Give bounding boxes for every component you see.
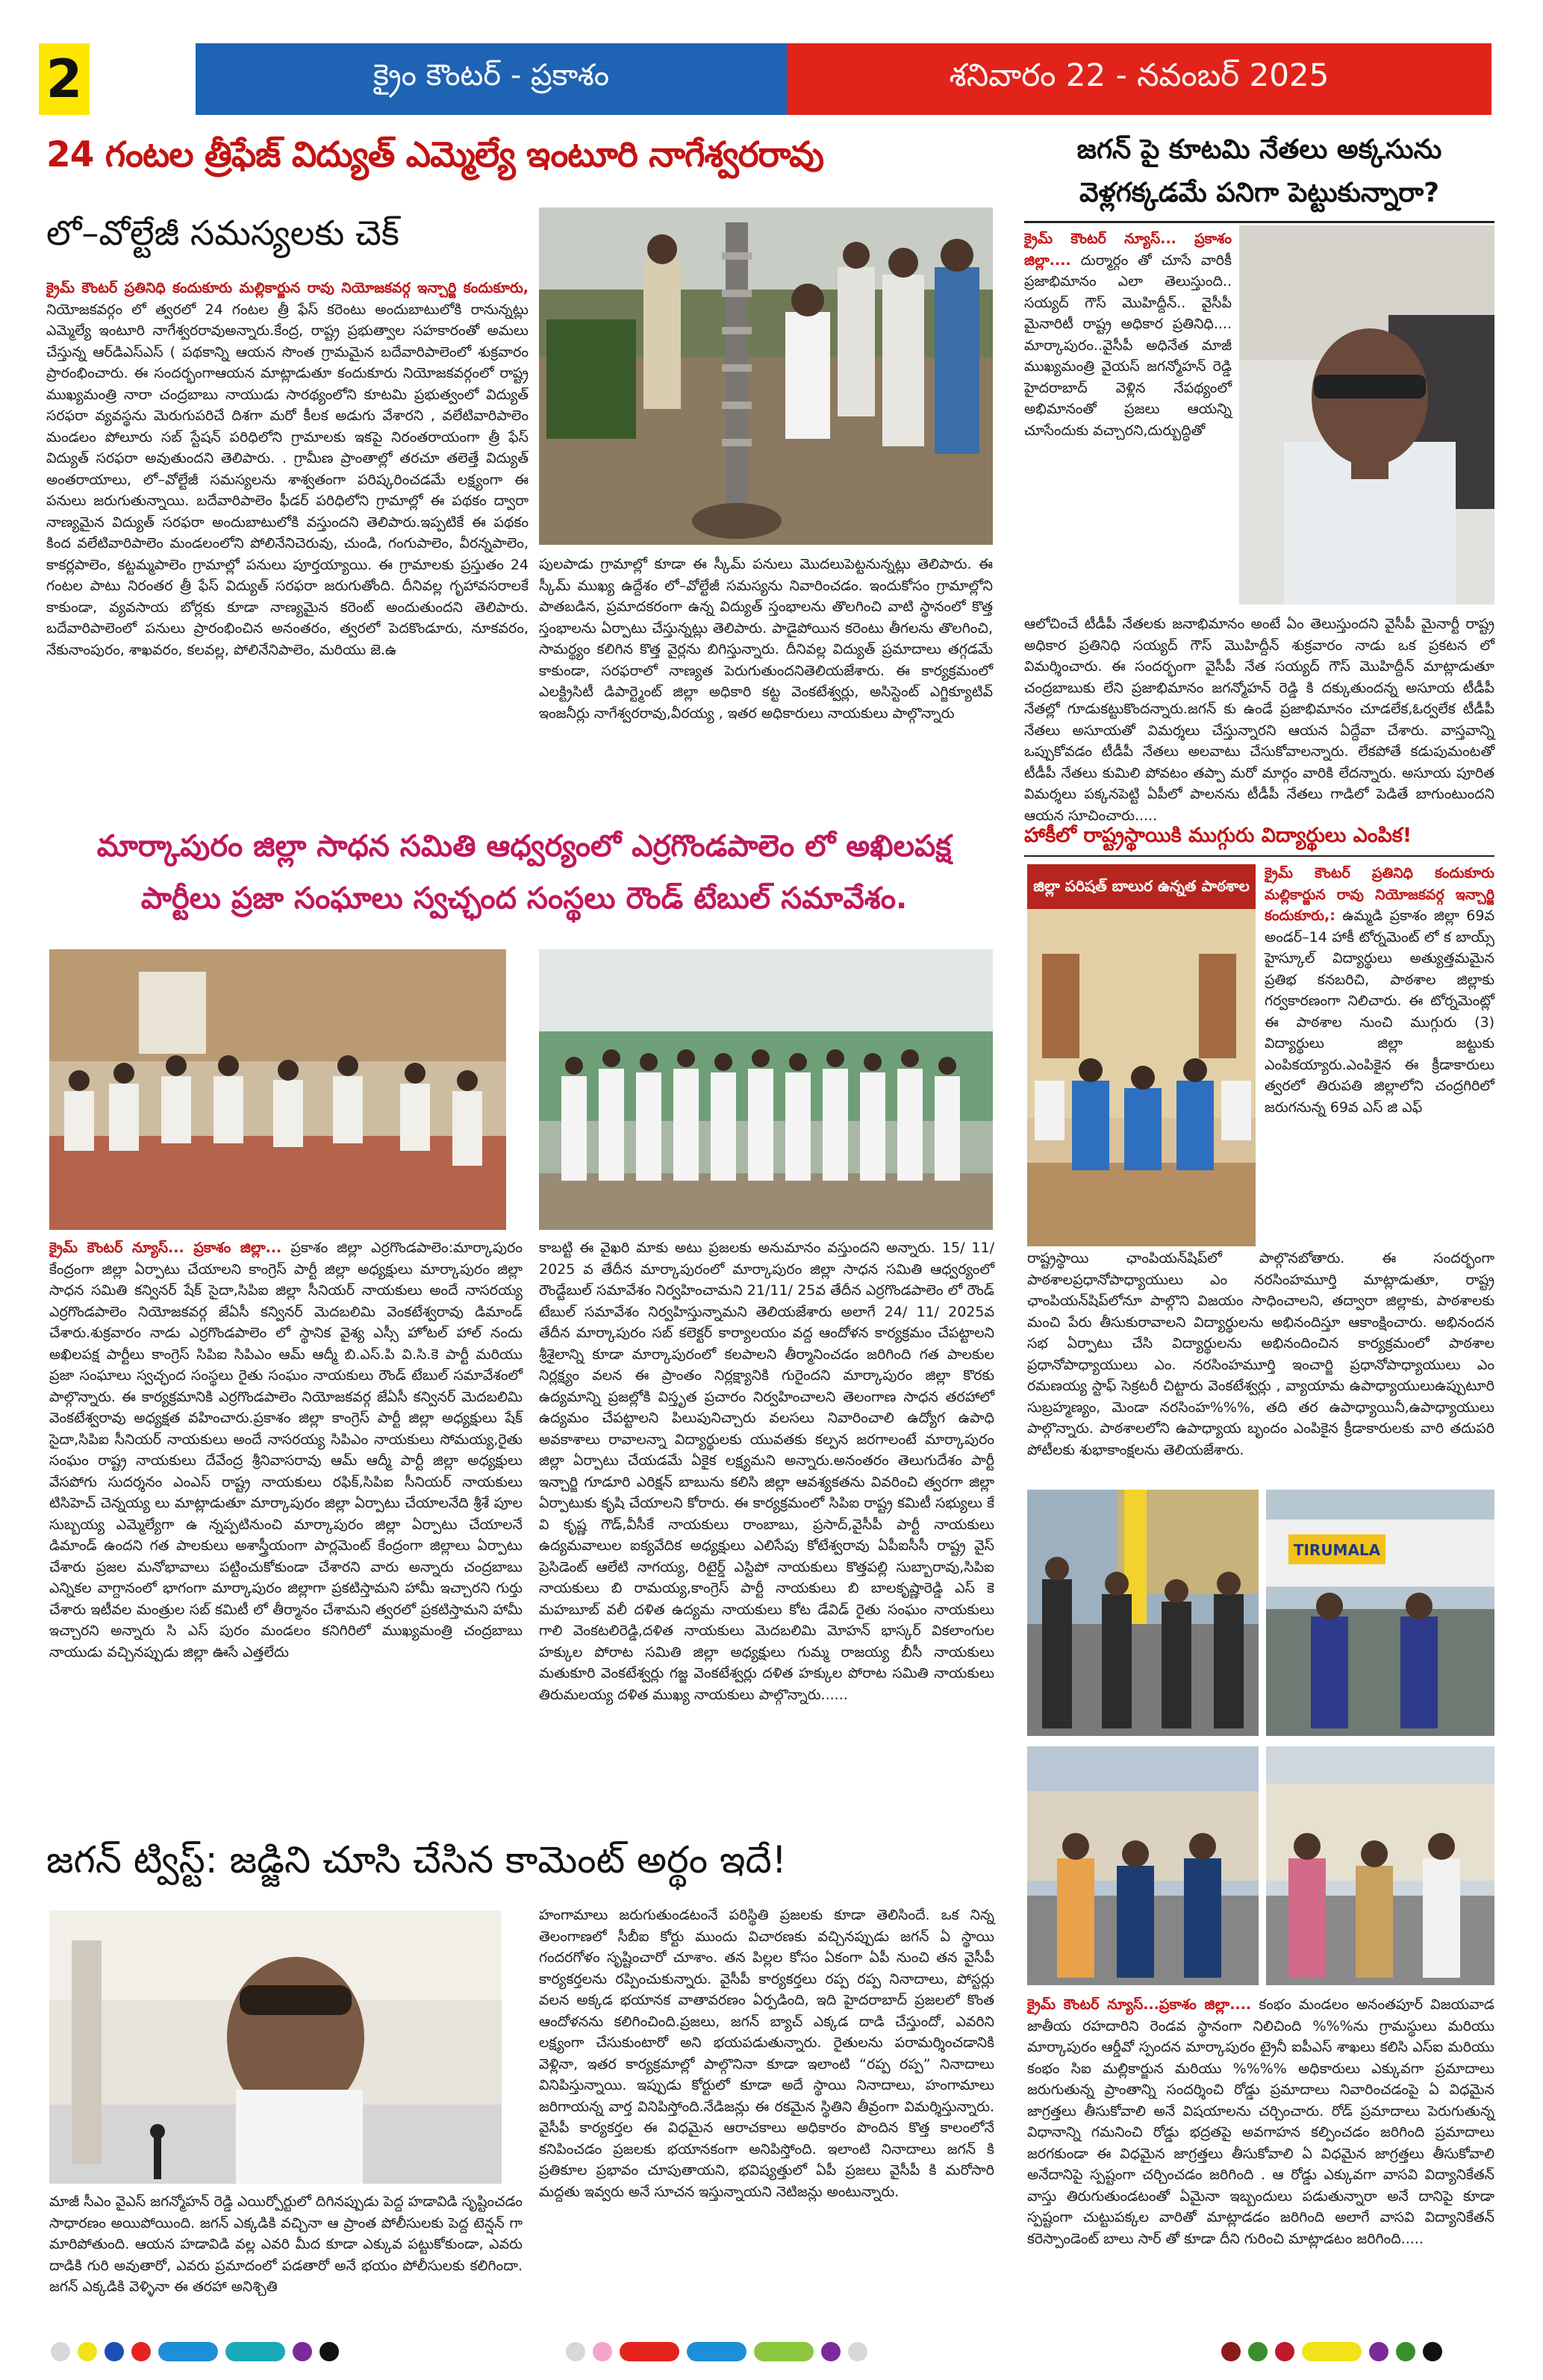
road-photo-4	[1266, 1746, 1494, 1985]
alliance-body-text: దుర్మార్గం తో చూసే వారికీ ప్రజాభిమానం ఎలా తెలుస్తుంది.. సయ్యద్ గౌస్ మొహిద్దీన్.. వైసీపీ మైనారిటీ రాష్ట్ర అధికార ప్రతినిధి.... మార్కాపురం..వైసీపీ అధినేత మాజీ ముఖ్యమంత్రి వైయస్ జగన్మోహన్ రెడ్డి హైదరాబాద్ వెళ్లిన నేపథ్యంలో అభిమానంతో ప్రజలు ఆయన్ని చూసేందుకు వచ్చారని,దుర్బుద్ధితో	[1024, 252, 1232, 439]
road-photo-3	[1027, 1746, 1259, 1985]
road-photo-2	[1266, 1490, 1494, 1736]
section-title: క్రైం కౌంటర్ - ప్రకాశం	[196, 43, 787, 115]
kambham-body	[1027, 1994, 1494, 2324]
footer-colorbar-left	[51, 2342, 339, 2361]
markapuram-headline-line1: మార్కాపురం జిల్లా సాధన సమితి ఆధ్వర్యంలో ఎర్రగొండపాలెం లో అఖిలపక్ష	[96, 829, 952, 863]
footer-colorbar-center	[566, 2342, 867, 2361]
hockey-kicker: క్రైమ్ కౌంటర్ ప్రతినిధి కందుకూరు మల్లికార్జున రావు నియోజకవర్గ ఇన్చార్జి కందుకూరు,:	[1265, 865, 1494, 924]
hockey-body-narrow	[1265, 863, 1494, 1243]
markapuram-body-text: ప్రకాశం జిల్లా ఎర్రగొండపాలెం:మార్కాపురం కేంద్రంగా జిల్లా ఏర్పాటు చేయాలని కాంగ్రెస్ పార్టీ జిల్లా అధ్యక్షులు మార్కాపురం జిల్లా సాధన సమితి కన్వినర్ షేక్ సైదా,సిపిఐ జిల్లా సీనియర్ నాయకులు అందే నాసరయ్య ఎర్రగొండపాలెం నియోజకవర్గ జేఏసీ కన్వినర్ మెదబలిమి వెంకటేశ్వరావు డిమాండ్ చేశారు.శుక్రవారం నాడు ఎర్రగొండపాలెం లో స్థానిక వైశ్య ఎస్సీ హోటల్ హాల్ నందు అఖిలపక్ష పార్టీలు కాంగ్రెస్ సిపిఐ సిపిఎం ఆమ్ ఆద్మీ బి.ఎస్.పి వి.సి.కె పార్టీ మరియు ప్రజా సంఘాలు స్వచ్ఛంద సంస్థలు రైతు సంఘం నాయకులు రౌండ్ టేబుల్ సమావేశంలో పాల్గొన్నారు. ఈ కార్యక్రమానికి ఎర్రగొండపాలెం నియోజకవర్గ జేఏసీ కన్వినర్ మెదబలిమి వెంకటేశ్వరావు అధ్యక్షత వహించారు.ప్రకాశం జిల్లా కాంగ్రెస్ పార్టీ జిల్లా అధ్యక్షులు షేక్ సైదా,సిపిఐ సీనియర్ నాయకులు అందే నాసరయ్య సిపిఎం నాయకులు సోమయ్య,రైతు సంఘం రాష్ట్ర నాయకులు దేవేంద్ర శ్రీనివాసరావు ఆమ్ ఆద్మీ పార్టీ జిల్లా అధ్యక్షులు వేసపోగు సుదర్శనం ఎంఎస్ రాష్ట్ర నాయకులు రఫిక్,సిపిఐ సీనియర్ నాయకులు టిసిహెచ్ చెన్నయ్య లు మాట్లాడుతూ మార్కాపురం జిల్లా ఏర్పాటు చేయాలనేది శ్రీశే పూల సుబ్బయ్య ఎమ్మెల్యేగా ఉ న్నప్పటినుంచి మార్కాపురం జిల్లా ఏర్పాటు చేయాలనే డిమాండ్ ఉందని గత పాలకులు అశాస్త్రీయంగా పార్లమెంట్ కేంద్రంగా జిల్లాలు ఏర్పాటు చేశారు ప్రజల మనోభావాలు పట్టించుకోకుండా చేశారని వారు అన్నారు చంద్రబాబు ఎన్నికల వాగ్దానంలో భాగంగా మార్కాపురం జిల్లాగా ప్రకటిస్తామని హామీ ఇచ్చారని గుర్తు చేశారు ఇటీవల మంత్రుల సబ్ కమిటీ లో తీర్మానం చేశామని త్వరలో ప్రకటిస్తామని హామీ ఇచ్చారని అన్నారు సి ఎస్ పురం మండలం కనిగిరిలో ముఖ్యమంత్రి చంద్రబాబు నాయుడు వచ్చినప్పుడు జిల్లా ఊసే ఎత్తలేదు	[49, 1240, 523, 1661]
judge-body-col2: హంగామాలు జరుగుతుండటంనే పరిస్థితి ప్రజలకు కూడా తెలిసిందే. ఒక నిన్న తెలంగాణలో సీబీఐ కోర్టు ముందు విచారణకు వచ్చినప్పుడు జగన్ ఏ స్థాయి గందరగోళం సృష్టించారో చూశాం. తన పిల్లల కోసం ఏకంగా ఏపీ నుంచి తన వైసీపీ కార్యకర్తలను రప్పించుకున్నారు. వైసీపీ కార్యకర్తలు రప్ప రప్ప నినాదాలు, పోస్టర్లు వలన అక్కడ భయానక వాతావరణం ఏర్పడింది, ఇది హైదరాబాద్ ప్రజలలో కొంత ఆందోళనను కలిగించింది.ప్రజలు, జగన్ బ్యాచ్ ఎక్కడ దాడి చేస్తుందో, ఎవరిని లక్ష్యంగా చేసుకుంటారో అని భయపడుతున్నారు. రైతులను పరామర్శించడానికి వెళ్లినా, ఇతర కార్యక్రమాల్లో పాల్గొనినా కూడా ఇలాంటి “రప్ప రప్ప” నినాదాలు వినిపిస్తున్నాయి. ఇప్పుడు కోర్టులో కూడా అదే స్థాయి నినాదాలు, హంగామాలు జరిగాయన్న వార్త వినిపిస్తోంది.నేడిజన్లు ఈ రకమైన స్థితిని తీవ్రంగా విమర్శిస్తున్నారు. వైసీపీ కార్యకర్తల ఈ విధమైన ఆరాచకాలు అధికారం పొందిన కొత్త కాలంలోనే కనిపించడం ప్రజలకు భయానకంగా అనిపిస్తోంది. ఇలాంటి నినాదాలు జగన్ కి ప్రతికూల ప్రభావం చూపుతాయని, భవిష్యత్తులో ఏపీ ప్రజలు వైసీపీ కి మరోసారి మద్దతు ఇవ్వరు అనే సూచన ఇస్తున్నాయని నెటిజన్లు అంటున్నారు.	[539, 1907, 994, 2200]
road-photo-2-image	[1266, 1490, 1494, 1736]
power-subhead: లో–వోల్టేజీ సమస్యలకు చెక్	[46, 213, 399, 253]
hockey-photo-image	[1027, 864, 1256, 1246]
hockey-headline: హాకీలో రాష్ట్రస్థాయికి ముగ్గురు విద్యార్థులు ఎంపిక!	[1024, 824, 1412, 847]
judge-body-col1: మాజీ సీఎం వైఎస్ జగన్మోహన్ రెడ్డి ఎయిర్పోర్టులో దిగినప్పుడు పెద్ద హడావిడి సృష్టించడం సాధారణం అయిపోయింది. జగన్ ఎక్కడికి వచ్చినా ఆ ప్రాంత పోలీసులకు పెద్ద టెన్షన్ గా మారిపోతుంది. ఆయన హడావిడి వల్ల ఎవరి మీద కూడా ఎక్కువ పట్టుకోకుండా, ఎవరు దాడికి గురి అవుతారో, ఎవరు ప్రమాదంలో పడతారో అనే భయం పోలీసులకు కలిగిందా. జగన్ ఎక్కడికి వెళ్ళినా ఈ తరహా అనిశ్చితి	[49, 2193, 523, 2295]
alliance-portrait-image	[1239, 225, 1494, 605]
meeting-photo	[49, 949, 506, 1230]
judge-photo-image	[49, 1911, 502, 2184]
power-body-text: నియోజకవర్గం లో త్వరలో 24 గంటల త్రీ ఫేస్ కరెంటు అందుబాటులోకి రానున్నట్లు ఎమ్మెల్యే ఇంటూరి నాగేశ్వరరావుఅన్నారు.కేంద్ర, రాష్ట్ర ప్రభుత్వాల సహకారంతో అమలు చేస్తున్న ఆర్‌డిఎస్‌ఎస్ ( పథకాన్ని ఆయన సొంత గ్రామమైన బదేవారిపాలెంలో శుక్రవారం ప్రారంభించారు. ఈ సందర్భంగాఆయన మాట్లాడుతూ కందుకూరు నియోజకవర్గంలో రాష్ట్ర ముఖ్యమంత్రి నారా చంద్రబాబు నాయుడు సారథ్యంలోని కూటమి ప్రభుత్వంలో విద్యుత్ సరఫరా వ్యవస్థను మెరుగుపరిచే దిశగా మరో కీలక అడుగు వేశారని , వలేటివారిపాలెం మండలం పోలూరు సబ్ స్టేషన్ పరిధిలోని గ్రామాలకు ఇకపై నిరంతరాయంగా త్రీ ఫేస్ విద్యుత్ సరఫరా అవుతుందని తెలిపారు. . గ్రామీణ ప్రాంతాల్లో తరచూ తలెత్తే విద్యుత్ అంతరాయాలు, లో–వోల్టేజీ సమస్యలను శాశ్వతంగా పరిష్కరించడమే లక్ష్యంగా ఈ పనులు జరుగుతున్నాయి. బదేవారిపాలెం ఫీడర్ పరిధిలోని గ్రామాల్లో ఈ పథకం ద్వారా నాణ్యమైన విద్యుత్ సరఫరా అందుబాటులోకి వస్తుందని తెలిపారు.ఇప్పటికే ఈ పథకం కింద వలేటివారిపాలెం మండలంలోని పోలినేనిచెరువు, చుండి, గంగుపాలెం, వీరన్నపాలెం, కాకర్లపాలెం, కట్టమ్మపాలెం గ్రామాల్లో పనులు పూర్తయ్యాయి. ఈ గ్రామాలకు ప్రస్తుతం 24 గంటల పాటు నిరంతర త్రీ ఫేస్ విద్యుత్ సరఫరా జరుగుతోంది. దీనివల్ల గృహావసరాలకే కాకుండా, వ్యవసాయ బోర్లకు కూడా నాణ్యమైన కరెంట్ అందుతుందని తెలిపారు. బదేవారిపాలెంలో పనులు ప్రారంభించిన అనంతరం, త్వరలో పెదకొండూరు, నూకవరం, నేకునాంపురం, శాఖవరం, కలవల్ల, పోలినేనిపాలెం, మరియు జె.ఉ	[46, 301, 529, 658]
markapuram-body-col1	[49, 1237, 523, 1830]
alliance-body-narrow	[1024, 228, 1232, 609]
power-headline: 24 గంటల త్రీఫేజ్ విద్యుత్ ఎమ్మెల్యే ఇంటూరి నాగేశ్వరరావు	[46, 134, 824, 175]
hockey-photo	[1027, 864, 1256, 1246]
power-body-col2: పులపాడు గ్రామాల్లో కూడా ఈ స్కీమ్ పనులు మొదలుపెట్టనున్నట్లు తెలిపారు. ఈ స్కీమ్ ముఖ్య ఉద్దేశం లో–వోల్టేజీ సమస్యను నివారించడం. ఇందుకోసం గ్రామాల్లోని పాతబడిన, ప్రమాదకరంగా ఉన్న విద్యుత్ స్తంభాలను తొలగించి వాటి స్థానంలో కొత్త స్తంభాలను ఏర్పాటు చేస్తున్నట్లు తెలిపారు. పాడైపోయిన కరెంటు తీగలను తొలగించి, సామర్థ్యం కలిగిన కొత్త వైర్లను బిగిస్తున్నారు. దీనివల్ల విద్యుత్ ప్రమాదాలు తగ్గడమే కాకుండా, సరఫరాలో నాణ్యత పెరుగుతుందనితెలియజేశారు. ఈ కార్యక్రమంలో ఎలక్ట్రిసిటీ డిపార్ట్మెంట్ జిల్లా అధికారి కట్ట వెంకటేశ్వర్లు, అసిస్టెంట్ ఎగ్జిక్యూటివ్ ఇంజనీర్లు నాగేశ్వరరావు,వీరయ్య , ఇతర అధికారులు నాయకులు పాల్గొన్నారు	[539, 556, 993, 722]
group-photo	[539, 949, 993, 1230]
judge-headline: జగన్ ట్విస్ట్: జడ్జిని చూసి చేసిన కామెంట్ అర్థం ఇదే!	[46, 1838, 787, 1881]
alliance-rule	[1024, 221, 1494, 223]
kambham-kicker: క్రైమ్ కౌంటర్ న్యూస్...ప్రకాశం జిల్లా....	[1027, 1996, 1252, 2013]
road-photo-3-image	[1027, 1746, 1259, 1985]
hockey-body-full: రాష్ట్రస్థాయి ఛాంపియన్‌షిప్‌లో పాల్గొనబోతారు. ఈ సందర్భంగా పాఠశాలప్రధానోపాధ్యాయులు ఎం నరసింహమూర్తి మాట్లాడుతూ, రాష్ట్ర ఛాంపియన్‌షిప్‌లోనూ పాల్గొని విజయం సాధించాలని, తద్వారా జిల్లాకు, పాఠశాలకు మంచి పేరు తీసుకురావాలని విద్యార్థులను అభినందిస్తూ ఆకాంక్షించారు. అభినందన సభ ఏర్పాటు చేసి విద్యార్థులను అభినందించిన కార్యక్రమంలో పాఠశాల ప్రధానోపాధ్యాయులు ఎం. నరసింహమూర్తి ఇంచార్జి ప్రధానోపాధ్యాయులు ఎం రమణయ్య స్టాఫ్ సెక్రటరీ చిట్టారు వెంకటేశ్వర్లు , వ్యాయామ ఉపాధ్యాయులుఉప్పుటూరి సుబ్రహ్మణ్యం, మెండా నరసింహ%%%, తది తర ఉపాధ్యాయినీ,ఉపాధ్యాయులు పాల్గొన్నారు. పాఠశాలలోని ఉపాధ్యాయ బృందం ఎంపికైన క్రీడాకారులకు వారి తదుపరి పోటీలకు శుభాకాంక్షలను తెలియజేశారు.	[1027, 1250, 1494, 1458]
bus-sign: TIRUMALA	[1293, 1541, 1381, 1559]
road-photo-1	[1027, 1490, 1259, 1736]
alliance-headline: జగన్ పై కూటమి నేతలు అక్కసును వెళ్లగక్కడమే పనిగా పెట్టుకున్నారా?	[1076, 134, 1442, 208]
hockey-rule	[1024, 855, 1494, 857]
page-number: 2	[39, 43, 90, 115]
power-photo-image	[539, 207, 993, 545]
school-sign: జిల్లా పరిషత్ బాలుర ఉన్నత పాఠశాల	[1033, 877, 1250, 895]
footer-colorbar-right	[1221, 2342, 1442, 2361]
power-photo	[539, 207, 993, 545]
meeting-photo-image	[49, 949, 506, 1230]
road-photo-4-image	[1266, 1746, 1494, 1985]
power-body-col1	[46, 278, 529, 793]
alliance-portrait	[1239, 225, 1494, 605]
markapuram-headline-line2: పార్టీలు ప్రజా సంఘాలు స్వచ్ఛంద సంస్థలు రౌండ్ టేబుల్ సమావేశం.	[140, 881, 908, 916]
hockey-body-text: ఉమ్మడి ప్రకాశం జిల్లా 69వ అండర్–14 హాకీ టోర్నమెంట్ లో క బాయ్స్ హైస్కూల్ విద్యార్థులు అత్యుత్తమమైన ప్రతిభ కనబరిచి, పాఠశాల జిల్లాకు గర్వకారణంగా నిలిచారు. ఈ టోర్నమెంట్లో ఈ పాఠశాల నుంచి ముగ్గురు (3) విద్యార్థులు జిల్లా జట్టుకు ఎంపికయ్యారు.ఎంపికైన ఈ క్రీడాకారులు త్వరలో తిరుపతి జిల్లాలోని చంద్రగిరిలో జరుగనున్న 69వ ఎస్ జి ఎఫ్	[1265, 908, 1494, 1116]
alliance-kicker: క్రైమ్ కౌంటర్ న్యూస్... ప్రకాశం జిల్లా....	[1024, 231, 1232, 269]
power-kicker: క్రైమ్ కౌంటర్ ప్రతినిధి కందుకూరు మల్లికార్జున రావు నియోజకవర్గ ఇన్చార్జి కందుకూరు,	[46, 280, 529, 296]
alliance-body-full: ఆలోచించే టీడీపీ నేతలకు జనాభిమానం అంటే ఏం తెలుస్తుందని వైసీపీ మైనార్టీ రాష్ట్ర అధికార ప్రతినిధి సయ్యద్ గౌస్ మొహిద్దీన్ శుక్రవారం నాడు ఒక ప్రకటన లో విమర్శించారు. ఈ సందర్భంగా వైసీపీ నేత సయ్యద్ గౌస్ మొహిద్దీన్ మాట్లాడుతూ చంద్రబాబుకు లేని ప్రజాభిమానం జగన్మోహన్ రెడ్డి కి దక్కుతుందన్న అసూయ టీడీపీ నేతల్లో గూడుకట్టుకొందన్నారు.జగన్ కు ఉండే ప్రజాభిమానం చూడలేక,ఓర్వలేక టీడీపీ నేతలు అసూయతో విమర్శలు చేస్తున్నారని ఆయన ఏద్దేవా చేశారు. వాస్తవాన్ని ఒప్పుకోవడం టీడీపీ నేతలు అలవాటు చేసుకోవాలన్నారు. లేకపోతే కడుపుమంటతో టీడీపీ నేతలు కుమిలి పోవటం తప్పా మరో మార్గం వారికి లేదన్నారు. అసూయ పూరిత విమర్శలు పక్కనపెట్టి ఏపీలో పాలనను టీడీపీ నేతలు గాడిలో పెడితే బాగుంటుందని ఆయన సూచించారు.....	[1024, 616, 1494, 824]
road-photo-1-image	[1027, 1490, 1259, 1736]
markapuram-kicker: క్రైమ్ కౌంటర్ న్యూస్... ప్రకాశం జిల్లా...	[49, 1240, 282, 1256]
group-photo-image	[539, 949, 993, 1230]
kambham-body-text: కంభం మండలం అనంతపూర్ విజయవాడ జాతీయ రహదారిని రెండవ స్థానంగా నిలిచింది %%%ను గ్రామస్థులు మరియు మార్కాపురం ఆర్డీవో స్పందన మార్కాపురం ట్రైనీ ఐపీఎస్ శాఖలు కలిసి ఎస్ఐ మరియు కంభం సిఐ మల్లికార్జున మరియు %%%% అధికారులు ఎక్కువగా ప్రమాదాలు జరుగుతున్న ప్రాంతాన్ని సందర్శించి రోడ్డు ప్రమాదాలు నివారించడంపై ఏ విధమైన జాగ్రత్తలు తీసుకోవాలి అనే విషయాలను చర్చించారు. రోడ్ ప్రమాదాలు పెరుగుతున్న విధానాన్ని గమనించి రోడ్డు భద్రతపై అవగాహన కల్పించడం జరిగింది ప్రమాదాలు జరగకుండా ఈ విధమైన జాగ్రత్తలు తీసుకోవాలి ఏ విధమైన జాగ్రత్తలు తీసుకోవాలి అనేదానిపై స్పష్టంగా చర్చించడం జరిగింది . ఆ రోడ్డు ఎక్కువగా వాసవి విద్యానికేతన్ వాస్తు తిరుగుతుండటంతో ఏమైనా ఇబ్బందులు పడుతున్నారా అనే దానిపై కూడా స్పష్టంగా చుట్టుపక్కల వారితో మాట్లాడడం జరిగింది అలాగే వాసవి విద్యానికేతన్ కరెస్పాండెంట్ బాలు సార్ తో కూడా దీని గురించి మాట్లాడటం జరిగింది.....	[1027, 1996, 1494, 2247]
markapuram-body-col2: కాబట్టి ఈ వైఖరి మాకు అటు ప్రజలకు అనుమానం వస్తుందని అన్నారు. 15/ 11/ 2025 వ తేదీన మార్కాపురంలో మార్కాపురం జిల్లా సాధన సమితి ఆధ్వర్యంలో రౌండ్టేబుల్ సమావేశం నిర్వహించామని 21/11/ 25వ తేదీన ఎర్రగొండపాలెం లో రౌండ్ టేబుల్ సమావేశం నిర్వహిస్తున్నామని తెలియజేశారు అలాగే 24/ 11/ 2025వ తేదీన మార్కాపురం సబ్ కలెక్టర్ కార్యాలయం వద్ద ఆందోళన కార్యక్రమం చేపట్టాలని శ్రీశైలాన్ని కూడా మార్కాపురంలో కలపాలని తీర్మానించడం జరిగింది గత పాలకుల నిర్లక్ష్యం వలన ఈ ప్రాంతం నిర్లక్ష్యానికి గురైందని మార్కాపురం జిల్లా కొరకు ఉద్యమాన్ని ప్రజల్లోకి విస్తృత ప్రచారం నిర్వహించాలని తెలంగాణ సాధన తరహాలో ఉద్యమం చేపట్టాలని పిలుపునిచ్చారు వలసలు నివారించాలి ఉద్యోగ ఉపాధి అవకాశాలు రావాలన్నా విద్యార్థులకు యువతకు కల్పన జరగాలంటే మార్కాపురం జిల్లా ఏర్పాటు చేయడమే ఏకైక లక్ష్యమని అన్నారు.అనంతరం తెలుగుదేశం పార్టీ ఇన్చార్జి గూడూరి ఎరిక్షన్ బాబును కలిసి జిల్లా ఆవశ్యకతను వివరించి త్వరగా జిల్లా ఏర్పాటుకు కృషి చేయాలని కోరారు. ఈ కార్యక్రమంలో సిపిఐ రాష్ట్ర కమిటీ సభ్యులు కే వి కృష్ణ గౌడ్,వీసీకే నాయకులు రాంబాబు, ప్రసాద్,వైసీపీ పార్టీ నాయకులు ఉద్యమవాలుల ఐక్యవేదిక అధ్యక్షులు ఎలిసేపు కోటేశ్వరావు ఏపీఐసీసీ రాష్ట్ర వైస్ ప్రెసిడెంట్ ఆలేటి నాగయ్య, రిటైర్డ్ ఎస్టిపో నాయకులు కొత్తపల్లి సుబ్బారావు,సిపిఐ నాయకులు బి రామయ్య,కాంగ్రెస్ పార్టీ నాయకులు బి బాలకృష్ణారెడ్డి ఎస్ కె మహబూబ్ వలీ దళిత ఉద్యమ నాయకులు కోట డేవిడ్ రైతు సంఘం నాయకులు గాలి వెంకటలిరెడ్డి,దళిత నాయకులు మెదబలిమి మోహన్ భాస్కర్ వికలాంగుల హక్కుల పోరాట సమితి జిల్లా అధ్యక్షులు గుమ్మ రాజయ్య బీసీ నాయకులు మతుకూరి వెంకటేశ్వర్లు గజ్జ వెంకటేశ్వర్లు దళిత హక్కుల పోరాట సమితి నాయకులు తిరుమలయ్య దళిత ముఖ్య నాయకులు పాల్గొన్నారు......	[539, 1240, 994, 1703]
issue-date: శనివారం 22 - నవంబర్ 2025	[787, 43, 1491, 115]
judge-photo	[49, 1911, 502, 2184]
